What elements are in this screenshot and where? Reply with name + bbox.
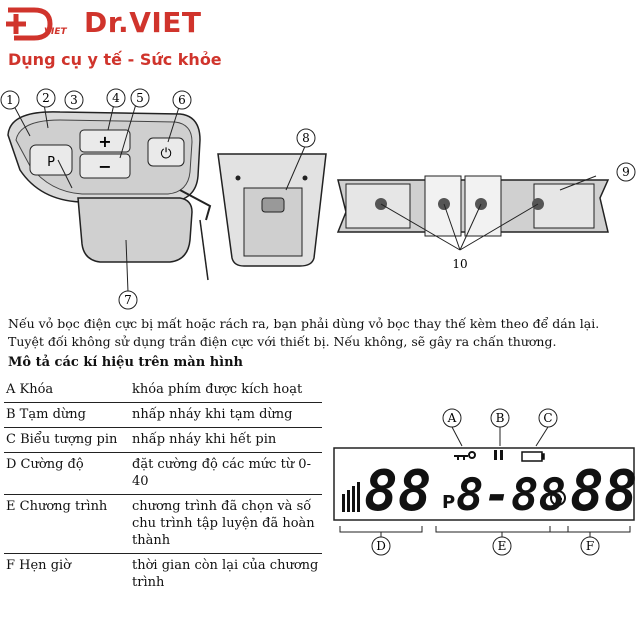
button-p [30, 145, 72, 175]
table-row [4, 453, 322, 495]
callout-10-label: 10 [452, 257, 468, 271]
lcd-label-a-text: A [447, 411, 457, 425]
button-minus-label: − [98, 157, 112, 176]
symbol-key: D Cường độ [4, 453, 130, 495]
symbol-desc: nhấp nháy khi tạm dừng [130, 403, 322, 428]
symbols-table [4, 378, 322, 595]
device-diagram [0, 80, 640, 310]
callout-2-label: 2 [42, 91, 50, 105]
symbol-desc: chương trình đã chọn và số chu trình tập luyện đã hoàn thành [130, 495, 322, 554]
symbol-key: E Chương trình [4, 495, 130, 554]
symbol-desc: nhấp nháy khi hết pin [130, 428, 322, 453]
symbol-desc: đặt cường độ các mức từ 0-40 [130, 453, 322, 495]
warning-paragraph: Nếu vỏ bọc điện cực bị mất hoặc rách ra, bạn phải dùng vỏ bọc thay thế kèm theo để dán lại. Tuyệt đối không sử dụng trần điện cực với thiết bị. Nếu không, sẽ gây ra chấn thương. [8, 316, 600, 349]
callout-6-label: 6 [178, 93, 186, 107]
logo-text: VIET [44, 27, 67, 37]
symbol-key: A Khóa [4, 378, 130, 403]
callout-9-label: 9 [622, 165, 630, 179]
table-row [4, 378, 322, 403]
brand-tagline: Dụng cụ y tế - Sức khỏe [8, 50, 222, 69]
button-p-label: P [47, 155, 55, 170]
symbol-key: B Tạm dừng [4, 403, 130, 428]
table-row [4, 403, 322, 428]
symbol-key: F Hẹn giờ [6, 558, 71, 573]
table-row [4, 428, 322, 453]
lcd-label-b-text: B [495, 411, 505, 425]
table-row [4, 495, 322, 554]
lcd-digits-right: 88 [570, 459, 638, 524]
callout-5-label: 5 [136, 91, 144, 105]
table-row [4, 554, 322, 596]
symbol-key: C Biểu tượng pin [4, 428, 130, 453]
lcd-label-d-text: D [376, 539, 386, 553]
button-power [148, 138, 184, 166]
section-title: Mô tả các kí hiệu trên màn hình [8, 355, 243, 370]
callout-7-label: 7 [124, 293, 132, 307]
electrode-pad [78, 198, 192, 262]
symbol-desc: thời gian còn lại của chương trình [132, 558, 319, 590]
lcd-digits-middle: 8-88 [456, 470, 566, 521]
lcd-label-f-text: F [585, 539, 595, 553]
button-power-label: ⏻ [160, 146, 172, 162]
lcd-label-c-text: C [543, 411, 553, 425]
lcd-display-diagram [328, 398, 640, 588]
callout-1-label: 1 [6, 93, 14, 107]
lcd-label-e-text: E [497, 539, 507, 553]
button-plus-label: + [98, 132, 112, 151]
lcd-program-letter: P [442, 492, 456, 513]
drviet-logo-icon [4, 4, 80, 44]
brand-logo [4, 4, 244, 44]
callout-3-label: 3 [70, 93, 78, 107]
callout-4-label: 4 [112, 91, 120, 105]
lcd-digits-left: 88 [364, 459, 432, 524]
button-minus [80, 154, 130, 178]
callout-8-label: 8 [302, 131, 310, 145]
symbol-desc: khóa phím được kích hoạt [130, 378, 322, 403]
brand-name: Dr.VIET [84, 6, 202, 39]
